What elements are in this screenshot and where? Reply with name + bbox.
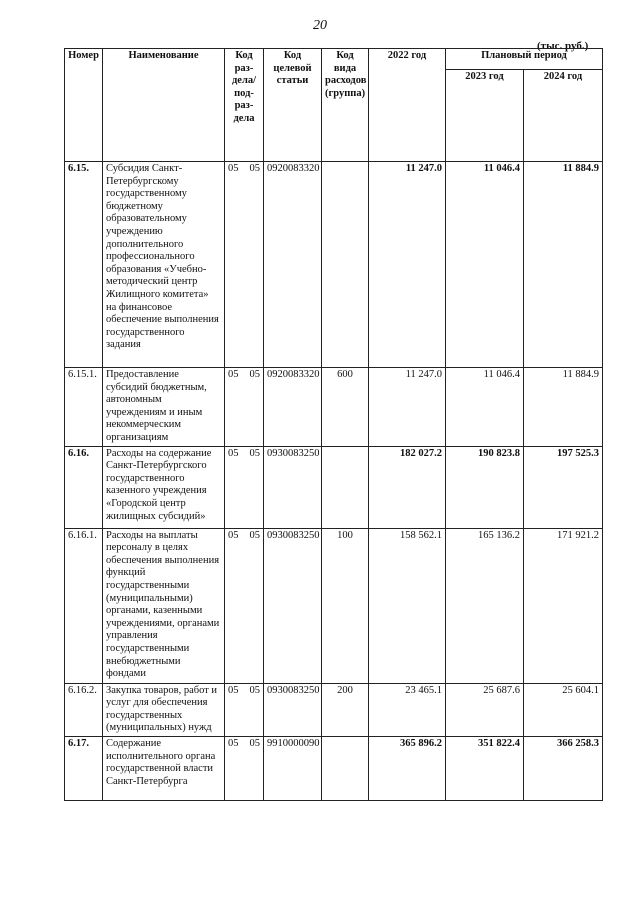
row-subsection: 05	[249, 369, 260, 380]
row-value-2024: 171 921.2	[524, 528, 603, 683]
row-subsection: 05	[249, 684, 260, 696]
row-value-2023: 25 687.6	[446, 683, 524, 736]
row-number: 6.16.2.	[65, 683, 103, 736]
row-group: 200	[322, 683, 369, 736]
row-name: Содержание исполнительного органа государственной власти Санкт-Петербурга	[103, 736, 225, 800]
row-name: Расходы на выплаты персоналу в целях обеспечения выполнения функций государственными (муниципальными) органами, казенными учреждениями, органами управления государственными внебюджетными фондами	[103, 528, 225, 683]
row-number: 6.15.	[65, 162, 103, 368]
row-subsection: 05	[249, 447, 260, 459]
row-value-2023: 165 136.2	[446, 528, 524, 683]
table-row	[65, 162, 603, 368]
header-planning-period: Плановый период	[446, 49, 603, 70]
row-number: 6.16.	[65, 446, 103, 528]
row-number: 6.17.	[65, 736, 103, 800]
row-name: Предоставление субсидий бюджетным, автономным учреждениям и иным некоммерческим организациям	[103, 368, 225, 447]
header-expense-type-code: Код вида расходов (группа)	[322, 49, 369, 162]
header-year-2023: 2023 год	[446, 70, 524, 162]
row-value-2024: 366 258.3	[524, 736, 603, 800]
header-name: Наименование	[103, 49, 225, 162]
row-value-2023: 190 823.8	[446, 446, 524, 528]
row-value-2022: 158 562.1	[369, 528, 446, 683]
row-section: 05	[228, 529, 239, 541]
row-value-2022: 23 465.1	[369, 683, 446, 736]
row-value-2024: 11 884.9	[524, 368, 603, 447]
row-subsection: 05	[249, 737, 260, 749]
row-group	[322, 736, 369, 800]
row-group: 100	[322, 528, 369, 683]
header-section-code: Код раз-дела/под-раз-дела	[225, 49, 264, 162]
row-article: 0920083320	[264, 162, 322, 368]
row-subsection: 05	[249, 163, 260, 174]
units-label: (тыс. руб.)	[537, 40, 589, 52]
row-name: Субсидия Санкт-Петербургскому государственному бюджетному образовательному учреждению дополнительного профессионального образования «Учебно-методический центр Жилищного комитета» на финансовое обеспечение выполнения государственного задания	[103, 162, 225, 368]
header-year-2024: 2024 год	[524, 70, 603, 162]
row-section: 05	[228, 737, 239, 749]
table-row	[65, 528, 603, 683]
row-number: 6.16.1.	[65, 528, 103, 683]
row-group: 600	[322, 368, 369, 447]
row-value-2022: 365 896.2	[369, 736, 446, 800]
row-name: Закупка товаров, работ и услуг для обеспечения государственных (муниципальных) нужд	[103, 683, 225, 736]
row-group	[322, 162, 369, 368]
row-section: 05	[228, 369, 239, 380]
table-row	[65, 683, 603, 736]
header-article-code: Код целевой статьи	[264, 49, 322, 162]
table-row	[65, 368, 603, 447]
row-article: 0930083250	[264, 446, 322, 528]
row-value-2022: 182 027.2	[369, 446, 446, 528]
table-row	[65, 736, 603, 800]
row-value-2023: 11 046.4	[446, 162, 524, 368]
row-value-2023: 351 822.4	[446, 736, 524, 800]
row-name: Расходы на содержание Санкт-Петербургского государственного казенного учреждения «Городской центр жилищных субсидий»	[103, 446, 225, 528]
row-subsection: 05	[249, 529, 260, 541]
row-section: 05	[228, 447, 239, 459]
table-row	[65, 446, 603, 528]
row-section: 05	[228, 684, 239, 696]
row-group	[322, 446, 369, 528]
row-value-2022: 11 247.0	[369, 162, 446, 368]
header-number: Номер	[65, 49, 103, 162]
header-year-2022: 2022 год	[369, 49, 446, 162]
row-value-2024: 197 525.3	[524, 446, 603, 528]
row-article: 0920083320	[264, 368, 322, 447]
row-value-2024: 25 604.1	[524, 683, 603, 736]
row-value-2023: 11 046.4	[446, 368, 524, 447]
row-number: 6.15.1.	[65, 368, 103, 447]
row-article: 9910000090	[264, 736, 322, 800]
row-article: 0930083250	[264, 683, 322, 736]
row-value-2022: 11 247.0	[369, 368, 446, 447]
page-number: 20	[313, 18, 327, 33]
row-section: 05	[228, 163, 239, 174]
budget-table	[64, 48, 603, 801]
row-value-2024: 11 884.9	[524, 162, 603, 368]
row-article: 0930083250	[264, 528, 322, 683]
